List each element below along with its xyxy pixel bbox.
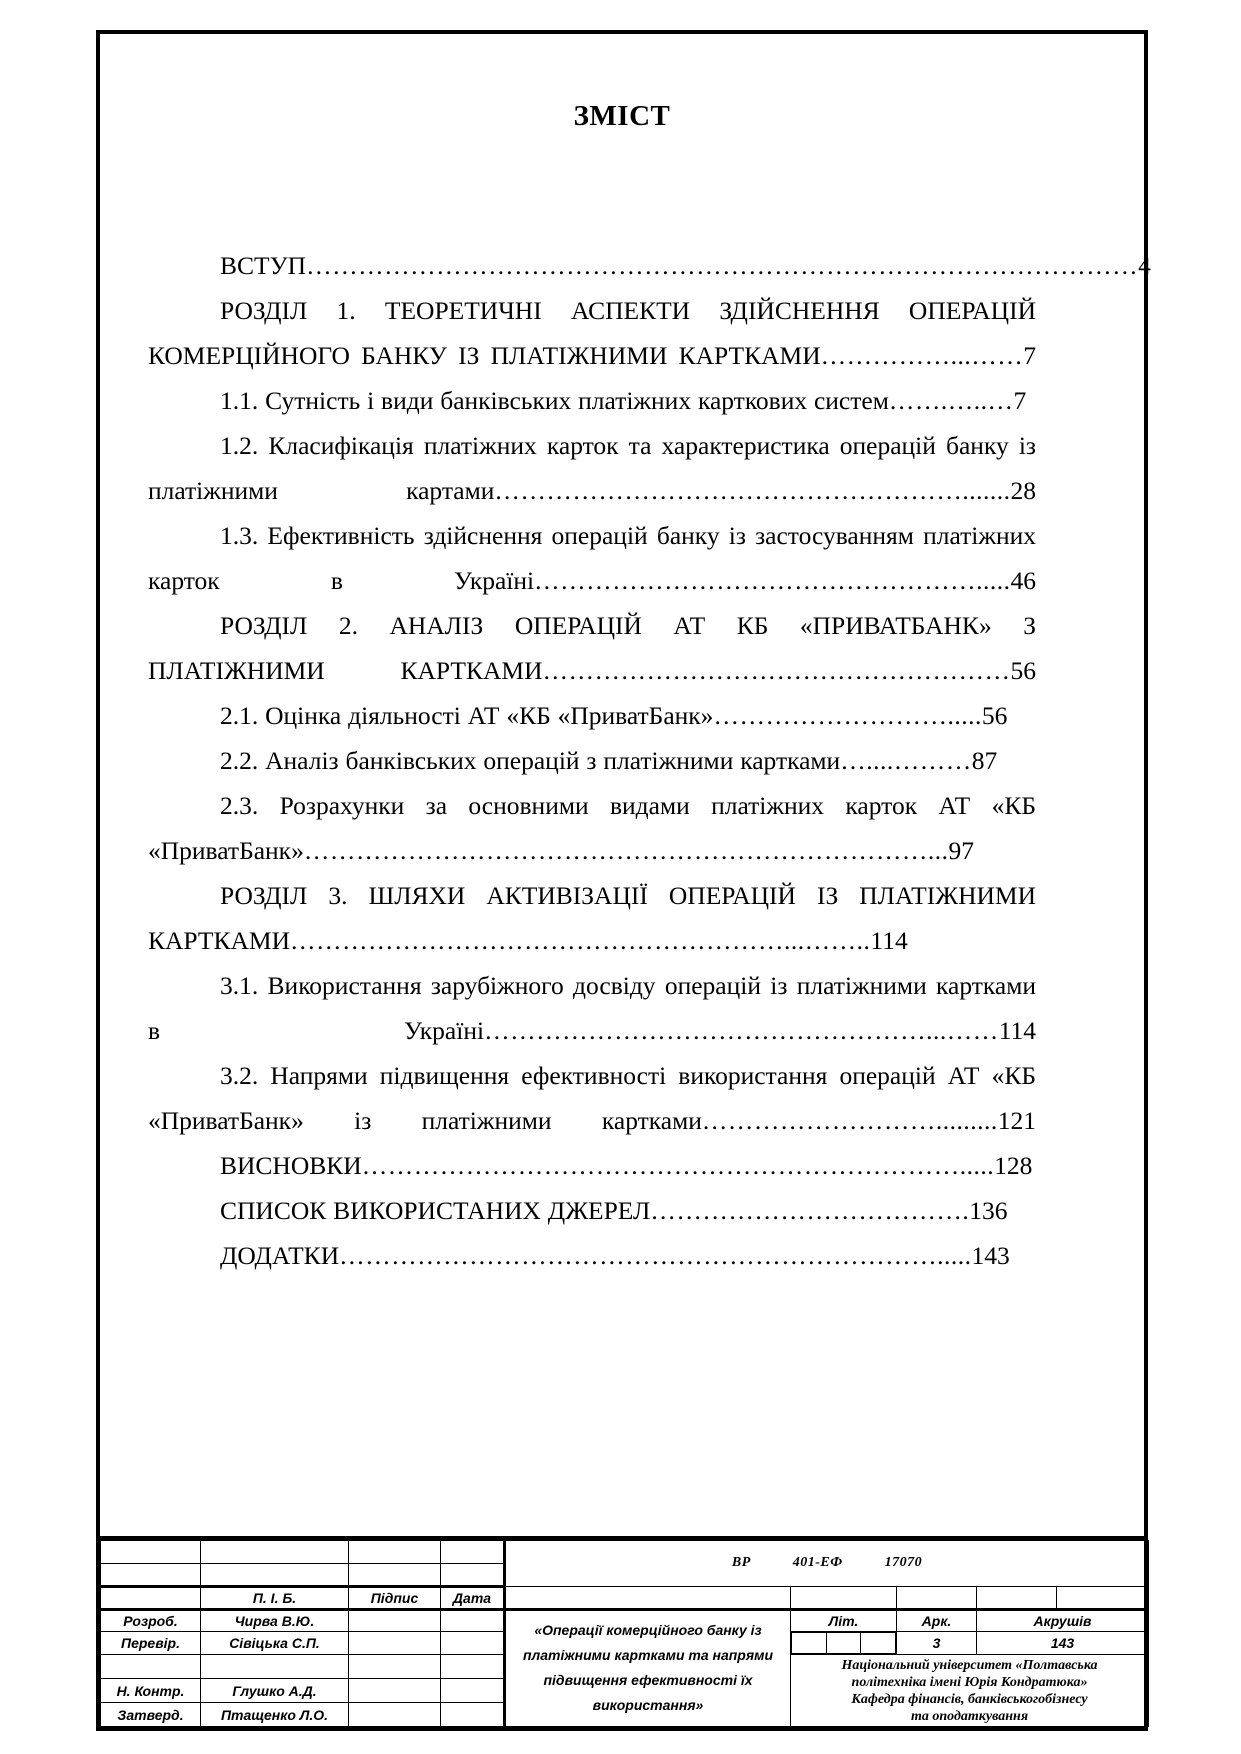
toc-entry-page-number: 136 <box>969 1196 1008 1225</box>
stamp-date-1 <box>441 1632 505 1655</box>
stamp-header-signature: Підпис <box>349 1586 441 1609</box>
stamp-blank-cell <box>101 1586 201 1609</box>
stamp-header-name: П. І. Б. <box>201 1586 349 1609</box>
toc-entry-title: 1.1. Сутність і види банківських платіжних карткових систем <box>220 386 889 415</box>
toc-entry-page-number: 97 <box>948 836 974 865</box>
stamp-blank-cell <box>201 1541 349 1564</box>
stamp-sheet-label: Арк. <box>897 1609 977 1632</box>
toc-entry-leader: ………………………………………………....... <box>494 476 1011 505</box>
toc-entry-title: 2.1. Оцінка діяльності АТ «КБ «ПриватБанк» <box>220 701 714 730</box>
toc-entry-leader: …....……… <box>840 746 972 775</box>
stamp-role-4: Затверд. <box>101 1703 201 1727</box>
toc-entry <box>148 1143 1036 1188</box>
toc-entry-page-number: 114 <box>998 1016 1036 1045</box>
toc-entry-leader: ……………………………………………………………..... <box>339 1241 972 1270</box>
toc-entry-leader: ………………………......... <box>701 1106 998 1135</box>
stamp-blank-cell <box>349 1541 441 1564</box>
stamp-header-date: Дата <box>441 1586 505 1609</box>
table-of-contents <box>148 243 1151 1278</box>
stamp-blank-cell <box>441 1541 505 1564</box>
toc-entry-leader: ……………………………………………...…… <box>484 1016 999 1045</box>
stamp-signature-3 <box>349 1679 441 1703</box>
stamp-lit-boxes <box>791 1632 897 1655</box>
toc-entry-leader: ……………………………………………………………..... <box>361 1151 995 1180</box>
stamp-blank-cell <box>897 1586 977 1609</box>
stamp-sheets-value: 143 <box>977 1632 1149 1655</box>
toc-entry-page-number: 121 <box>997 1106 1036 1135</box>
stamp-signature-2 <box>349 1655 441 1679</box>
title-block-table <box>100 1540 1149 1727</box>
work-title: «Операції комерційного банку із платіжними картками та напрями підвищення ефективності їх використання» <box>505 1609 791 1726</box>
toc-entry <box>148 963 1036 1053</box>
stamp-blank-cell <box>1057 1586 1149 1609</box>
stamp-name-4: Птащенко Л.О. <box>201 1703 349 1727</box>
toc-entry-page-number: 28 <box>1010 476 1036 505</box>
toc-entry-title: РОЗДІЛ 1. ТЕОРЕТИЧНІ АСПЕКТИ ЗДІЙСНЕННЯ ОПЕРАЦІЙ КОМЕРЦІЙНОГО БАНКУ ІЗ ПЛАТІЖНИМИ КАРТКАМИ <box>148 296 1036 370</box>
toc-entry-page-number: 4 <box>1138 251 1151 280</box>
toc-entry-page-number: 128 <box>994 1151 1033 1180</box>
toc-entry-title: ВИСНОВКИ <box>220 1151 362 1180</box>
stamp-role-0: Розроб. <box>101 1609 201 1632</box>
stamp-blank-cell <box>791 1586 897 1609</box>
toc-entry <box>148 693 1036 738</box>
toc-entry-title: ВСТУП <box>220 251 307 280</box>
toc-entry-page-number: 87 <box>971 746 998 775</box>
stamp-name-3: Глушко А.Д. <box>201 1679 349 1703</box>
toc-entry-leader: ………………………………. <box>650 1196 970 1225</box>
toc-entry-leader: ……………………………………………..... <box>534 566 1011 595</box>
stamp-blank-cell <box>441 1563 505 1586</box>
code-group: 401-ЕФ <box>792 1555 843 1571</box>
toc-entry <box>148 423 1036 513</box>
toc-entry-title: 2.2. Аналіз банківських операцій з платіжними картками <box>220 746 841 775</box>
stamp-date-3 <box>441 1679 505 1703</box>
toc-entry <box>148 288 1036 378</box>
stamp-name-2 <box>201 1655 349 1679</box>
organization-line-1: політехніка імені Юрія Кондратюка» <box>851 1674 1088 1690</box>
toc-entry-page-number: 7 <box>1023 341 1036 370</box>
toc-entry <box>148 1233 1036 1278</box>
toc-entry <box>148 603 1036 693</box>
document-code <box>505 1541 1149 1587</box>
organization-line-2: Кафедра фінансів, банківськогобізнесу <box>851 1691 1088 1707</box>
stamp-blank-cell <box>101 1541 201 1564</box>
toc-entry-title: 2.3. Розрахунки за основними видами платіжних карток АТ «КБ «ПриватБанк» <box>148 791 1036 865</box>
toc-entry <box>148 513 1036 603</box>
stamp-blank-cell <box>349 1563 441 1586</box>
toc-entry <box>148 873 1036 963</box>
organization-line-0: Національний університет «Полтавська <box>841 1657 1098 1673</box>
stamp-signature-4 <box>349 1703 441 1727</box>
toc-entry <box>148 1188 1036 1233</box>
toc-entry-page-number: 7 <box>1013 386 1027 415</box>
toc-entry-title: 1.3. Ефективність здійснення операцій банку із застосуванням платіжних карток в Україні <box>148 521 1036 595</box>
toc-entry-title: РОЗДІЛ 3. ШЛЯХИ АКТИВІЗАЦІЇ ОПЕРАЦІЙ ІЗ ПЛАТІЖНИМИ КАРТКАМИ <box>148 881 1036 955</box>
toc-entry-page-number: 143 <box>971 1241 1010 1270</box>
toc-entry-page-number: 56 <box>981 701 1008 730</box>
toc-entry-leader: ……………………………………………… <box>542 656 1011 685</box>
stamp-role-1: Перевір. <box>101 1632 201 1655</box>
toc-entry <box>148 1053 1036 1143</box>
stamp-signature-0 <box>349 1609 441 1632</box>
stamp-sheets-label: Акрушів <box>977 1609 1149 1632</box>
stamp-date-2 <box>441 1655 505 1679</box>
stamp-sheet-value: 3 <box>897 1632 977 1655</box>
toc-entry-leader: …………………………………………………………………………………… <box>306 251 1139 280</box>
stamp-date-0 <box>441 1609 505 1632</box>
toc-entry-leader: ……………...…… <box>820 341 1024 370</box>
toc-entry-page-number: 46 <box>1010 566 1036 595</box>
page-title: ЗМІСТ <box>573 100 671 132</box>
toc-entry-title: 1.2. Класифікація платіжних карток та характеристика операцій банку із платіжними картами <box>148 431 1036 505</box>
title-block-stamp <box>96 1536 1148 1731</box>
toc-entry-title: ДОДАТКИ <box>220 1241 340 1270</box>
organization-block <box>791 1655 1149 1727</box>
stamp-role-2 <box>101 1655 201 1679</box>
toc-entry <box>148 783 1036 873</box>
toc-entry-title: 3.2. Напрями підвищення ефективності використання операцій АТ «КБ «ПриватБанк» із платіжними картками <box>148 1061 1036 1135</box>
toc-entry-leader: …….…..… <box>888 386 1014 415</box>
stamp-blank-cell <box>505 1586 791 1609</box>
toc-entry-leader: ………………………………………………………………... <box>303 836 949 865</box>
stamp-signature-1 <box>349 1632 441 1655</box>
stamp-role-3: Н. Контр. <box>101 1679 201 1703</box>
stamp-date-4 <box>441 1703 505 1727</box>
stamp-lit-label: Літ. <box>791 1609 897 1632</box>
toc-entry <box>148 378 1036 423</box>
toc-entry-page-number: 56 <box>1010 656 1036 685</box>
toc-entry-leader: ………………………..... <box>713 701 982 730</box>
toc-entry <box>148 243 1151 288</box>
code-prefix: ВР <box>731 1555 751 1571</box>
stamp-blank-cell <box>977 1586 1057 1609</box>
toc-entry <box>148 738 1036 783</box>
stamp-blank-cell <box>201 1563 349 1586</box>
organization-line-3: та оподаткування <box>910 1708 1029 1724</box>
stamp-name-0: Чирва В.Ю. <box>201 1609 349 1632</box>
toc-entry-leader: …………………………………………………...…….. <box>290 926 871 955</box>
code-number: 17070 <box>884 1555 923 1571</box>
toc-entry-title: 3.1. Використання зарубіжного досвіду операцій із платіжними картками в Україні <box>148 971 1036 1045</box>
toc-entry-title: СПИСОК ВИКОРИСТАНИХ ДЖЕРЕЛ <box>220 1196 651 1225</box>
toc-entry-page-number: 114 <box>870 926 908 955</box>
toc-entry-title: РОЗДІЛ 2. АНАЛІЗ ОПЕРАЦІЙ АТ КБ «ПРИВАТБАНК» З ПЛАТІЖНИМИ КАРТКАМИ <box>148 611 1036 685</box>
stamp-blank-cell <box>101 1563 201 1586</box>
stamp-name-1: Сівіцька С.П. <box>201 1632 349 1655</box>
